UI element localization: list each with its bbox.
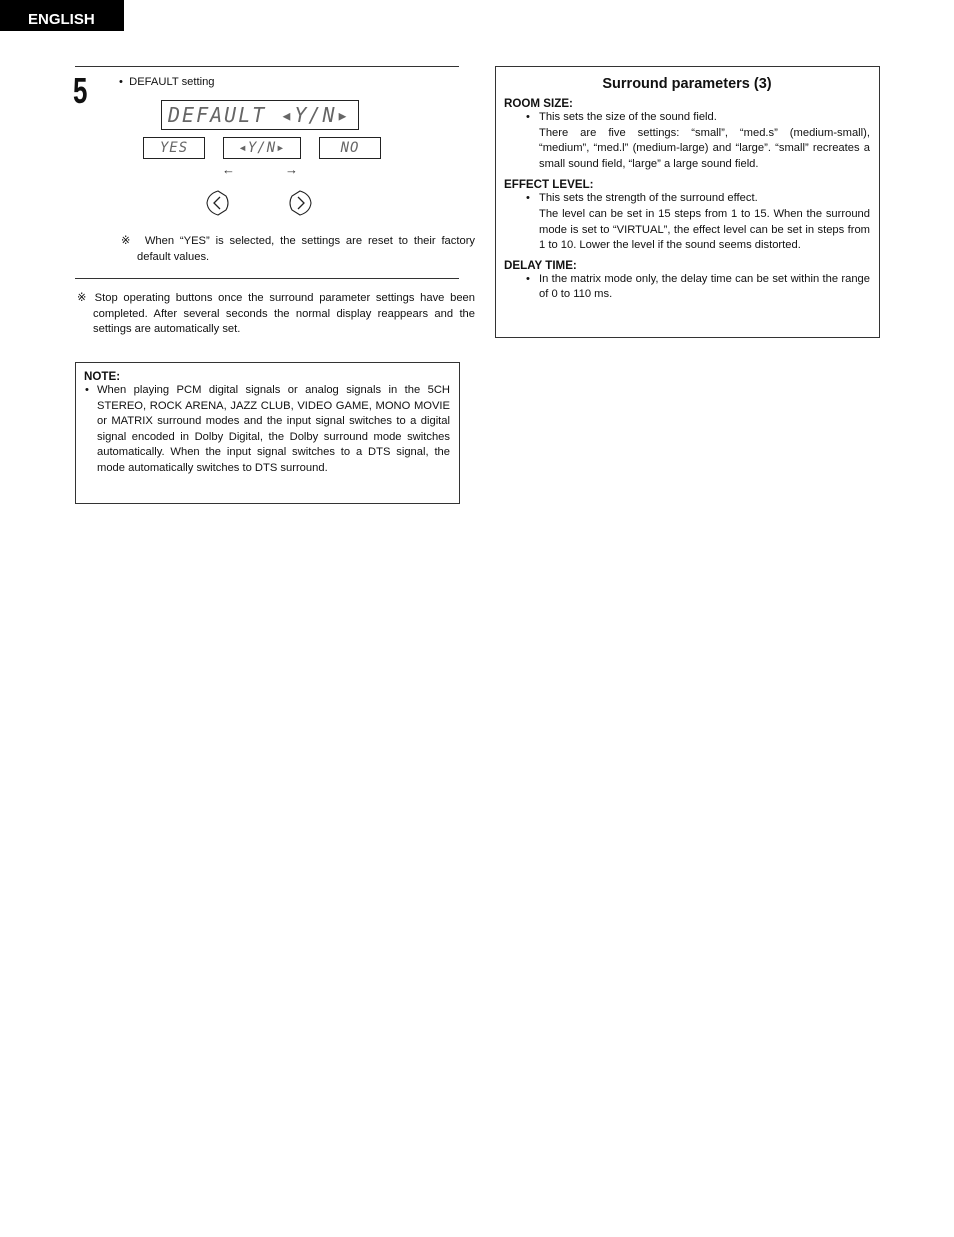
note-text: When playing PCM digital signals or analog signals in the 5CH STEREO, ROCK ARENA, JAZZ CLUB, VIDEO GAME, MONO MOVIE or MATRIX surround modes and the input signal switches to a digital signal encoded in Dolby Digital, the Dolby surround mode switches automatically. When the input signal switches to a DTS signal, the mode automatically switches to DTS surround. [97, 384, 450, 474]
effect-level-line1: This sets the strength of the surround effect. [539, 192, 758, 205]
lcd-display-main: DEFAULT ◂Y/N▸ [161, 100, 359, 130]
delay-time-body [504, 272, 870, 303]
lcd-display-yn: ◂Y/N▸ [223, 137, 301, 159]
right-button-icon [287, 190, 313, 216]
bullet: • [526, 272, 530, 285]
arrow-left: ← [222, 162, 235, 177]
step-number: 5 [73, 70, 88, 111]
note-bullet: • [85, 384, 89, 396]
step-heading [119, 76, 215, 88]
lcd-display-yes: YES [143, 137, 205, 159]
delay-time-heading: DELAY TIME: [504, 258, 577, 272]
lcd-display-no: NO [319, 137, 381, 159]
note-box [75, 362, 460, 504]
step-heading-text: DEFAULT setting [129, 76, 215, 88]
bottom-rule-left [75, 278, 459, 279]
bullet: • [526, 192, 530, 205]
step-footnote [121, 234, 475, 265]
effect-level-heading: EFFECT LEVEL: [504, 178, 594, 192]
stop-note-text: Stop operating buttons once the surround parameter settings have been completed. After several seconds the normal display reappears and the settings are automatically set. [93, 292, 475, 336]
effect-level-text: The level can be set in 15 steps from 1 to 15. When the surround mode is set to “VIRTUAL”, the effect level can be set in steps from 1 to 10. Lower the level if the sound seems distorted. [539, 207, 870, 252]
language-tab: ENGLISH [0, 0, 124, 31]
delay-time-line1: In the matrix mode only, the delay time can be set within the range of 0 to 110 ms. [539, 272, 870, 301]
note-body [84, 383, 450, 477]
room-size-heading: ROOM SIZE: [504, 97, 573, 110]
bullet: • [526, 111, 530, 123]
stop-note [77, 291, 475, 338]
surround-parameters-box [495, 66, 880, 338]
note-title: NOTE: [84, 370, 121, 383]
footnote-text: When “YES” is selected, the settings are reset to their factory default values. [137, 235, 476, 263]
stop-note-mark: ※ [77, 292, 89, 304]
room-size-line1: This sets the size of the sound field. [539, 111, 717, 123]
footnote-mark: ※ [121, 235, 134, 247]
room-size-text: There are five settings: “small”, “med.s” (medium-small), “medium”, “med.l” (medium-large) and “large”. “small” recreates a small sound field, “large” a large sound field. [539, 126, 870, 170]
arrow-right: → [285, 162, 298, 177]
top-rule-left [75, 66, 459, 67]
effect-level-body [504, 191, 870, 253]
left-button-icon [205, 190, 231, 216]
room-size-body [504, 110, 870, 172]
bullet: • [119, 76, 123, 88]
surround-box-title: Surround parameters (3) [602, 76, 772, 92]
